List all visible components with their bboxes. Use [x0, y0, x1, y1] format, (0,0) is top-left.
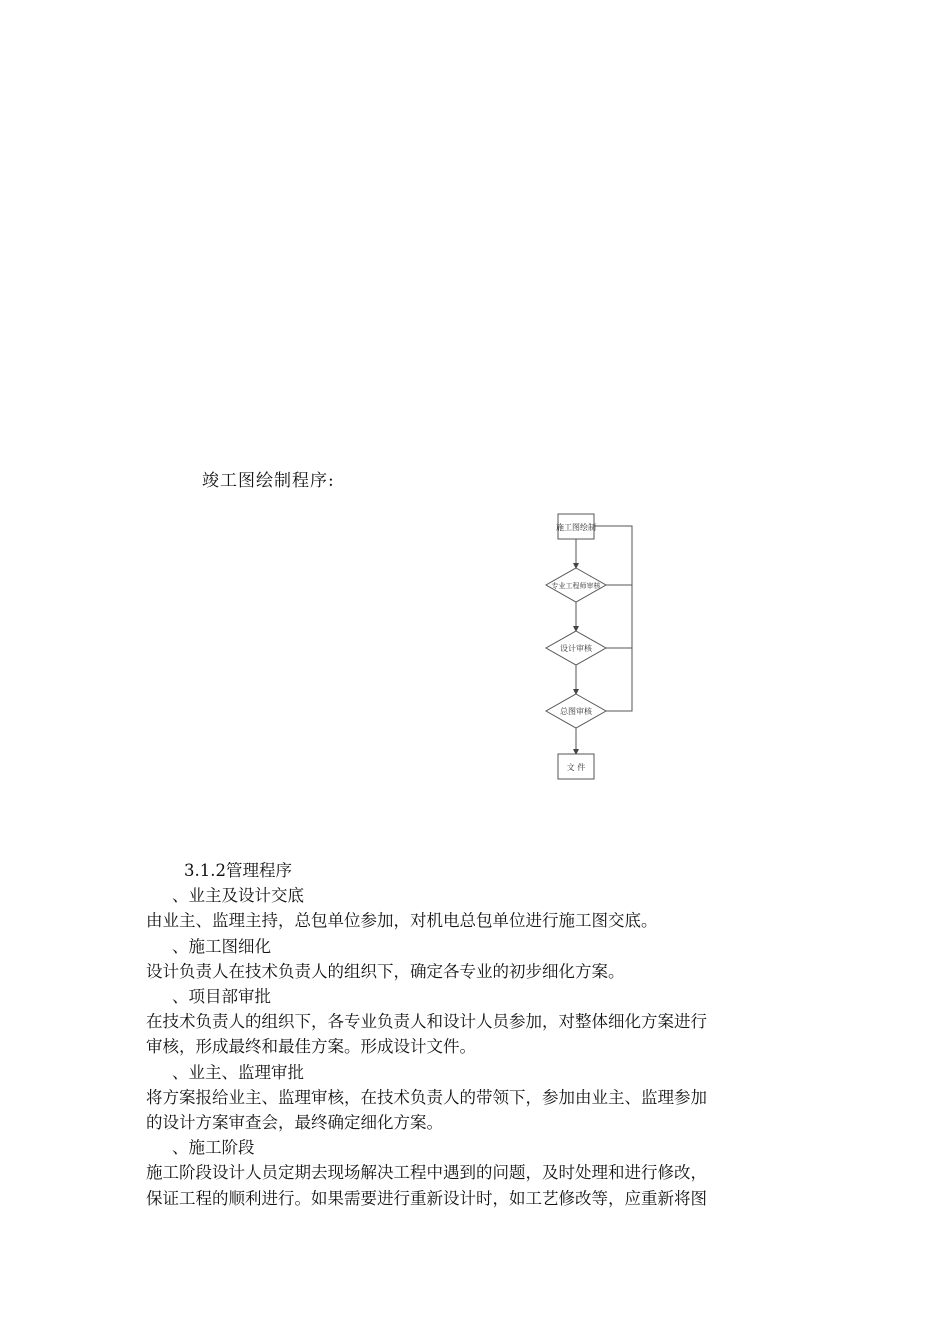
item-text: 在技术负责人的组织下，各专业负责人和设计人员参加，对整体细化方案进行 — [146, 1012, 707, 1032]
management-procedure-section — [146, 858, 826, 1211]
item-text: 的设计方案审查会，最终确定细化方案。 — [146, 1113, 443, 1133]
flowchart-title: 竣工图绘制程序: — [202, 471, 335, 491]
item-text: 设计负责人在技术负责人的组织下，确定各专业的初步细化方案。 — [146, 961, 625, 981]
item-title: 、施工图细化 — [172, 936, 271, 956]
item-title: 、项目部审批 — [172, 987, 271, 1007]
item-text: 审核，形成最终和最佳方案。形成设计文件。 — [146, 1037, 476, 1057]
section-title: 3.1.2管理程序 — [184, 861, 292, 880]
item-text: 由业主、监理主持，总包单位参加，对机电总包单位进行施工图交底。 — [146, 911, 658, 931]
flow-node-document-label: 文 件 — [566, 763, 586, 772]
item-title: 、施工阶段 — [172, 1138, 255, 1158]
flow-node-specialist-review-label: 专业工程师审核 — [551, 582, 601, 590]
item-title: 、业主及设计交底 — [172, 886, 304, 906]
item-text: 将方案报给业主、监理审核，在技术负责人的带领下，参加由业主、监理参加 — [146, 1087, 707, 1107]
item-text: 施工阶段设计人员定期去现场解决工程中遇到的问题，及时处理和进行修改， — [146, 1163, 707, 1183]
flow-node-drafting-label: 施工图绘制 — [556, 523, 596, 532]
item-text: 保证工程的顺利进行。如果需要进行重新设计时，如工艺修改等，应重新将图 — [146, 1188, 707, 1208]
flow-node-design-review-label: 设计审核 — [560, 644, 592, 653]
item-title: 、业主、监理审批 — [172, 1062, 304, 1082]
flow-node-master-review-label: 总图审核 — [560, 707, 592, 716]
flow-feedback-line — [594, 526, 632, 711]
